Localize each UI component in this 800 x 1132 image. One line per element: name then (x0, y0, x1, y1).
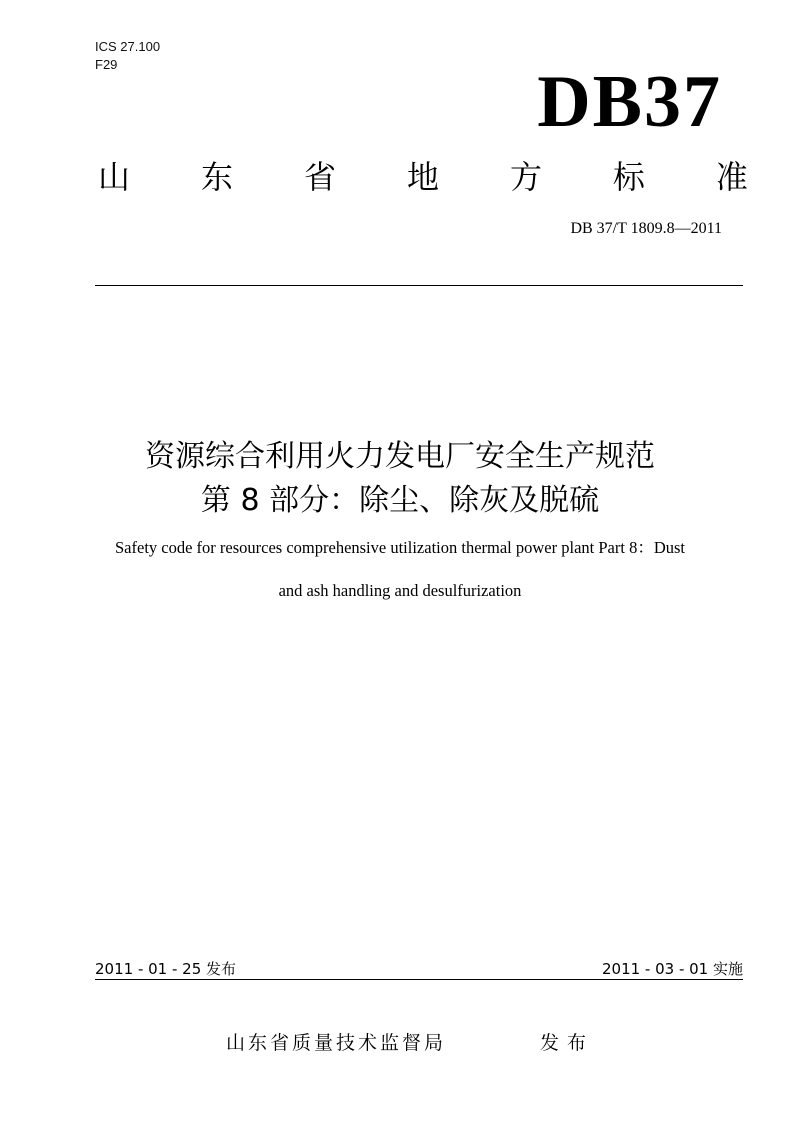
issue-date: 2011 - 01 - 25 发布 (95, 960, 237, 978)
publisher-name: 山东省质量技术监督局 (226, 1032, 447, 1054)
implement-date: 2011 - 03 - 01 实施 (601, 960, 743, 978)
standard-type-char: 山 (98, 158, 131, 196)
db37-logo: DB37 (537, 61, 722, 143)
top-divider (95, 285, 743, 286)
title-cn-line1: 资源综合利用火力发电厂安全生产规范 (145, 439, 655, 474)
title-en-line2: and ash handling and desulfurization (278, 581, 522, 600)
standard-type-char: 地 (406, 158, 439, 196)
standard-type-char: 省 (303, 158, 336, 196)
standard-type-char: 方 (509, 158, 542, 196)
standard-type-char: 准 (715, 158, 748, 196)
header-codes (95, 38, 160, 74)
standard-type-title (98, 155, 748, 199)
standard-type-char: 标 (612, 158, 645, 196)
classification-code: F29 (95, 57, 118, 72)
title-cn-line2: 第 8 部分：除尘、除灰及脱硫 (200, 483, 600, 518)
standard-type-char: 东 (200, 158, 233, 196)
title-en-line1: Safety code for resources comprehensive utilization thermal power plant Part 8：Dust (115, 538, 685, 557)
publisher-verb: 发布 (540, 1032, 595, 1054)
bottom-divider (95, 979, 743, 980)
ics-code: ICS 27.100 (95, 39, 161, 54)
standard-number: DB 37/T 1809.8—2011 (570, 220, 722, 237)
